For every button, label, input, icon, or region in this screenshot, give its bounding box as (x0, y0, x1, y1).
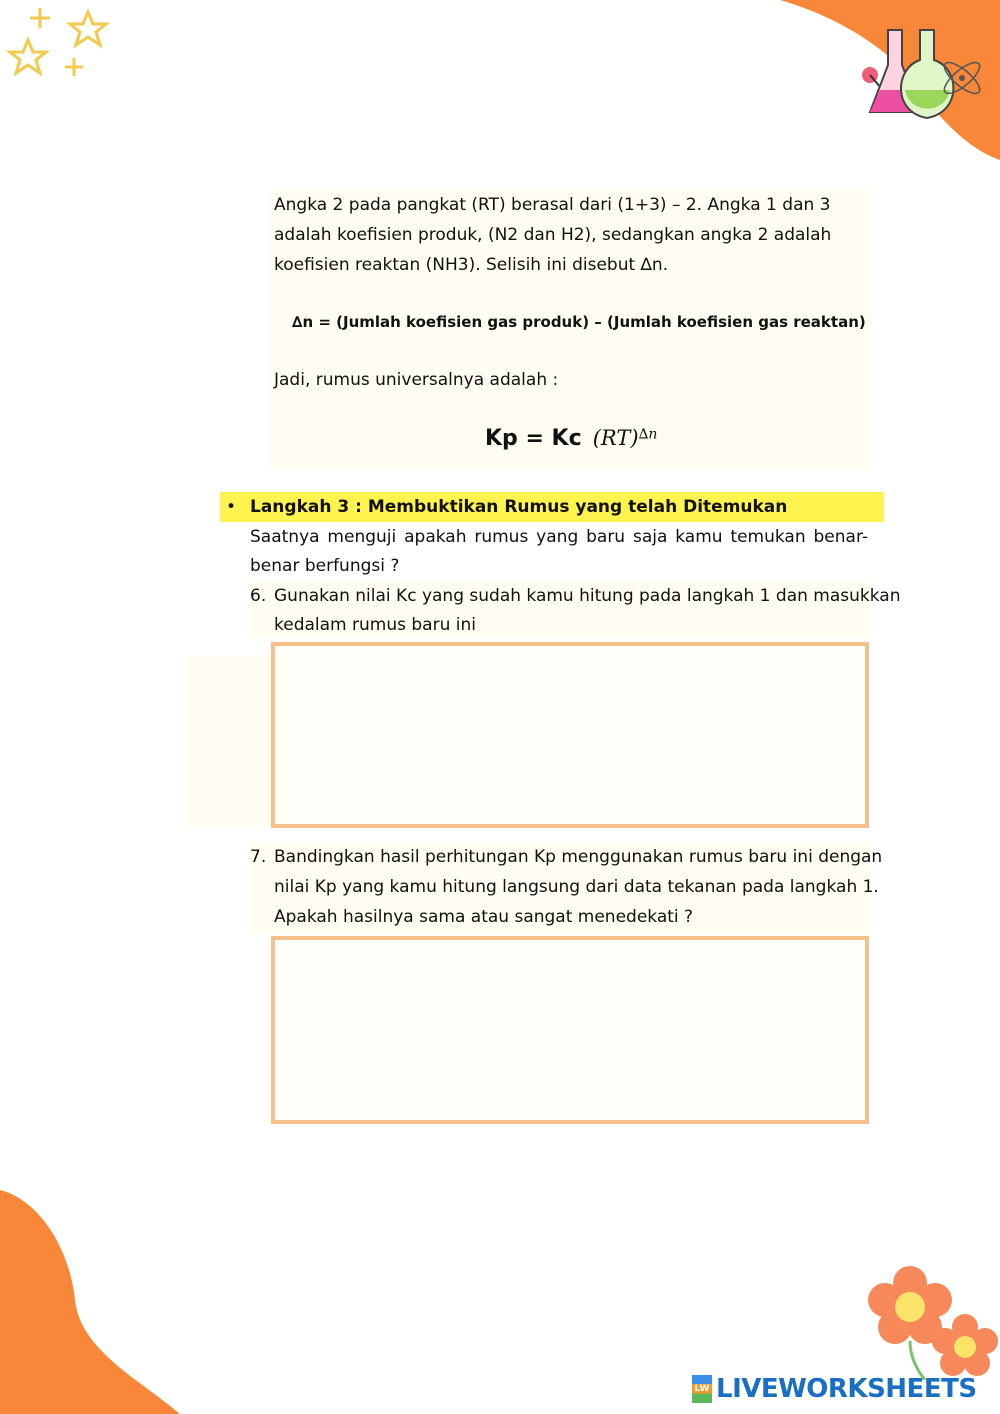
flask-icon (850, 20, 990, 130)
liveworksheets-logo-icon: LW (692, 1375, 712, 1403)
step3-title: Langkah 3 : Membuktikan Rumus yang telah Ditemukan (250, 497, 788, 517)
step3-desc-line-1: Saatnya menguji apakah rumus yang baru saja kamu temukan benar- (250, 527, 868, 547)
question6-line-1: Gunakan nilai Kc yang sudah kamu hitung pada langkah 1 dan masukkan (274, 586, 901, 606)
flower-decoration (865, 1265, 1000, 1380)
answer-box-question7[interactable] (271, 936, 869, 1124)
jadi-text: Jadi, rumus universalnya adalah : (274, 370, 559, 390)
step3-bullet: • (226, 497, 237, 517)
delta-n-formula: ∆n = (Jumlah koefisien gas produk) – (Jumlah koefisien gas reaktan) (292, 313, 866, 331)
formula-rt: (RT) (592, 426, 639, 450)
question7-line-2: nilai Kp yang kamu hitung langsung dari data tekanan pada langkah 1. (274, 877, 879, 897)
question7-number: 7. (250, 847, 267, 867)
liveworksheets-text: LIVEWORKSHEETS (716, 1374, 977, 1404)
intro-line-2: adalah koefisien produk, (N2 dan H2), sedangkan angka 2 adalah (274, 225, 832, 245)
answer-box-question6[interactable] (271, 642, 869, 828)
intro-line-1: Angka 2 pada pangkat (RT) berasal dari (1+3) – 2. Angka 1 dan 3 (274, 195, 831, 215)
question7-line-1: Bandingkan hasil perhitungan Kp menggunakan rumus baru ini dengan (274, 847, 883, 867)
question6-line-2: kedalam rumus baru ini (274, 615, 476, 635)
formula-left: Kp = Kc (485, 426, 582, 451)
side-panel (187, 656, 272, 826)
stars-decoration (0, 0, 130, 100)
formula-exponent: ∆n (638, 426, 658, 443)
kp-formula (485, 426, 657, 451)
liveworksheets-watermark (692, 1374, 977, 1404)
question6-number: 6. (250, 586, 267, 606)
intro-line-3: koefisien reaktan (NH3). Selisih ini disebut ∆n. (274, 255, 669, 275)
step3-desc-line-2: benar berfungsi ? (250, 556, 400, 576)
question7-line-3: Apakah hasilnya sama atau sangat menedekati ? (274, 907, 694, 927)
orange-corner-bottom-left (0, 1190, 185, 1414)
